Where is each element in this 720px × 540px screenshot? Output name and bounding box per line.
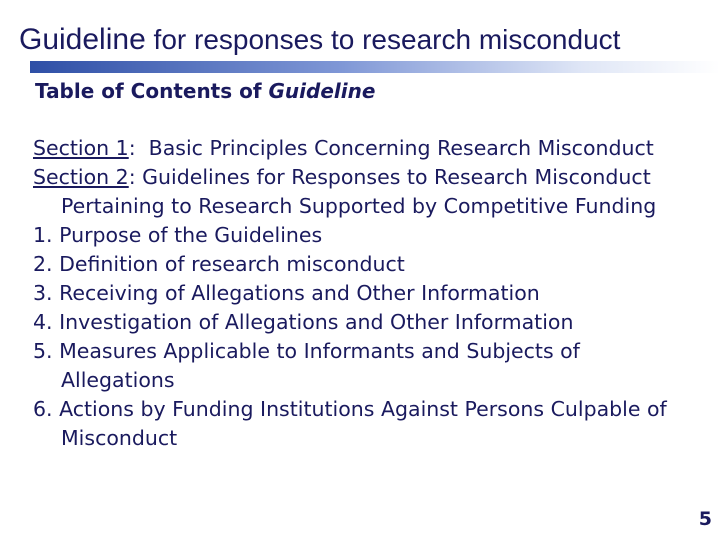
subtitle-text: Table of Contents of	[35, 79, 269, 103]
slide-subtitle	[35, 78, 375, 104]
toc-section-1-link[interactable]: Section 1	[33, 136, 129, 160]
page-number: 5	[698, 508, 712, 530]
toc-section-2-title: : Guidelines for Responses to Research Misconduct Pertaining to Research Supported by Competitive Funding	[61, 165, 657, 218]
toc-item-6: 6. Actions by Funding Institutions Against Persons Culpable of Misconduct	[33, 397, 667, 450]
table-of-contents	[33, 134, 693, 453]
slide-title-lead: Guideline	[19, 23, 146, 56]
slide-title-rest: for responses to research misconduct	[145, 24, 621, 55]
toc-section-1	[33, 134, 693, 163]
toc-item-3: 3. Receiving of Allegations and Other Information	[33, 281, 540, 305]
toc-item-1: 1. Purpose of the Guidelines	[33, 223, 323, 247]
toc-section-1-title: : Basic Principles Concerning Research Misconduct	[128, 136, 654, 160]
toc-section-2	[33, 163, 693, 221]
toc-section-2-link[interactable]: Section 2	[33, 165, 129, 189]
toc-item-2: 2. Definition of research misconduct	[33, 252, 405, 276]
slide-title	[19, 22, 620, 58]
toc-item-4: 4. Investigation of Allegations and Other Information	[33, 310, 574, 334]
toc-item-5: 5. Measures Applicable to Informants and Subjects of Allegations	[33, 339, 580, 392]
title-underline-bar	[30, 61, 720, 73]
subtitle-italic: Guideline	[268, 79, 376, 103]
